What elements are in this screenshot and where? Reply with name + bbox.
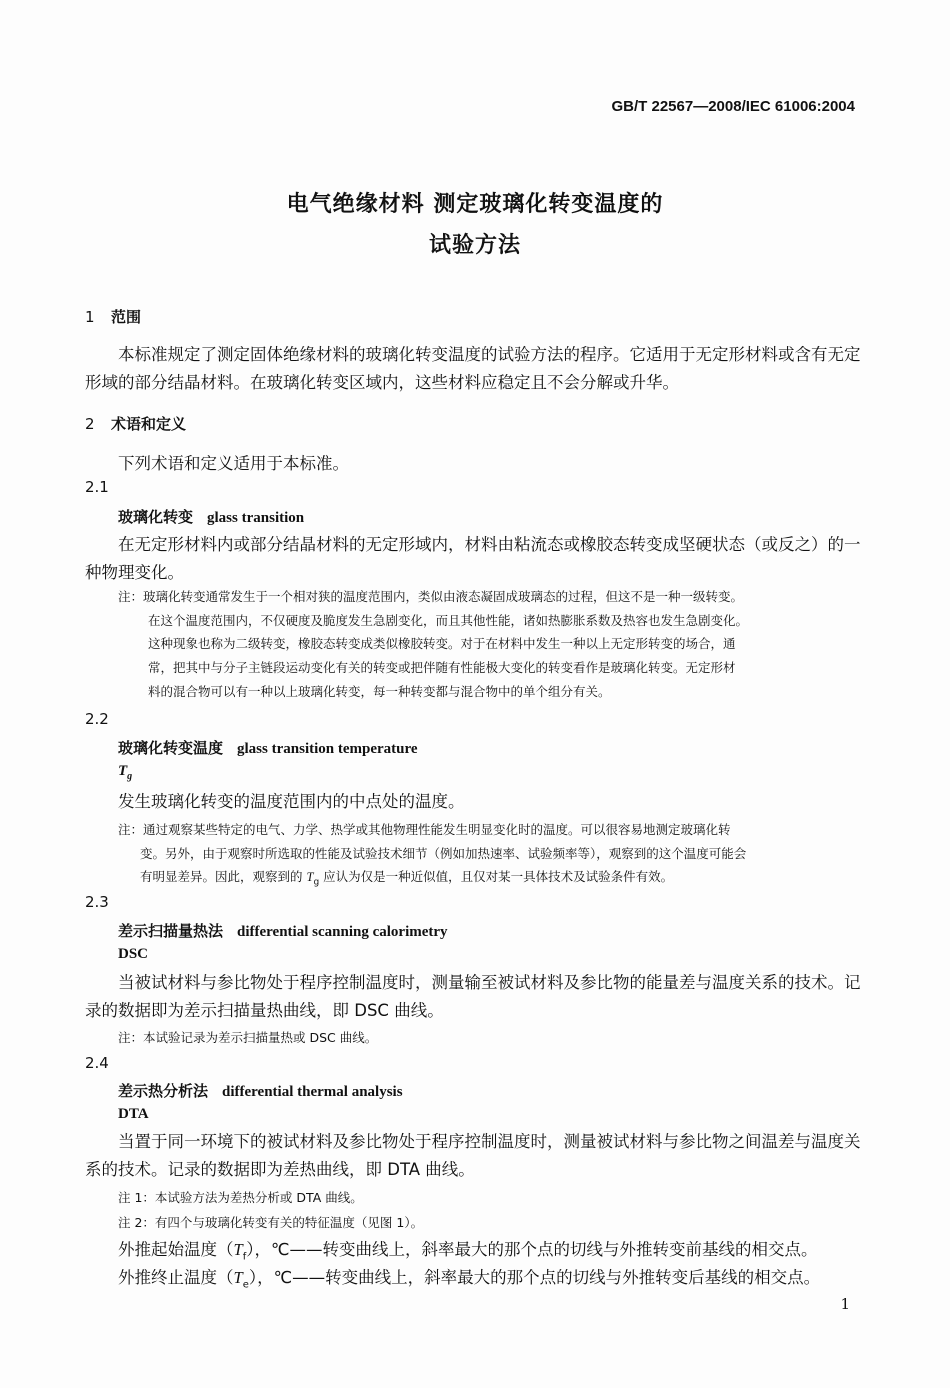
term-number: 2.2 [85,710,109,728]
note-line: 在这个温度范围内，不仅硬度及脆度发生急剧变化，而且其他性能，诸如热膨胀系数及热容也发生急剧变化。 [148,613,749,628]
term-abbreviation: DSC [118,946,149,962]
term-definition: 发生玻璃化转变的温度范围内的中点处的温度。 [118,792,465,811]
note-text: 应认为仅是一种近似值，且仅对某一具体技术及试验条件有效。 [319,869,674,884]
standard-number: GB/T 22567—2008/IEC 61006:2004 [611,98,855,115]
line-text: ），℃——转变曲线上，斜率最大的那个点的切线与外推转变后基线的相交点。 [248,1268,821,1287]
symbol-main: T [233,1240,243,1259]
line-text: ），℃——转变曲线上，斜率最大的那个点的切线与外推转变前基线的相交点。 [246,1240,818,1259]
symbol-subscript: g [313,877,320,888]
term-title [118,1080,403,1101]
term-title [118,920,448,941]
symbol-main: T [233,1268,243,1287]
note-text: 有明显差异。因此，观察到的 [140,869,307,884]
page-number: 1 [840,1295,850,1313]
note-line: 注 2：有四个与玻璃化转变有关的特征温度（见图 1）。 [118,1215,424,1230]
term-title [118,737,418,758]
term-definition: 当被试材料与参比物处于程序控制温度时，测量输至被试材料及参比物的能量差与温度关系的技术。记录的数据即为差示扫描量热曲线，即 DSC 曲线。 [85,973,861,1020]
symbol-subscript: f [242,1251,247,1263]
terms-intro: 下列术语和定义适用于本标准。 [118,454,349,473]
line-text: 外推终止温度（ [118,1268,234,1287]
line-text: 外推起始温度（ [118,1240,234,1259]
note-line: 注 1：本试验方法为差热分析或 DTA 曲线。 [118,1190,363,1205]
term-number: 2.3 [85,893,109,911]
note-line: 注：本试验记录为差示扫描量热或 DSC 曲线。 [118,1030,378,1045]
term-abbreviation: DTA [118,1106,149,1122]
section-heading-terms [85,413,186,434]
section-title: 术语和定义 [111,415,187,433]
term-title [118,506,304,527]
note-line: 这种现象也称为二级转变，橡胶态转变成类似橡胶转变。对于在材料中发生一种以上无定形转变的场合，通 [148,636,736,651]
scope-paragraph: 本标准规定了测定固体绝缘材料的玻璃化转变温度的试验方法的程序。它适用于无定形材料或含有无定形域的部分结晶材料。在玻璃化转变区域内，这些材料应稳定且不会分解或升华。 [85,345,861,392]
term-cn: 玻璃化转变温度 [118,739,224,757]
term-cn: 差示扫描量热法 [118,922,224,940]
note-line: 常，把其中与分子主链段运动变化有关的转变或把伴随有性能极大变化的转变看作是玻璃化转变。无定形材 [148,660,736,675]
term-en: differential thermal analysis [222,1084,403,1100]
term-cn: 玻璃化转变 [118,508,194,526]
symbol-subscript: e [242,1279,249,1291]
section-title: 范围 [111,308,142,326]
section-number: 1 [85,308,95,326]
definition-line-te [118,1264,820,1299]
term-number: 2.1 [85,478,109,496]
page-title-line2: 试验方法 [428,233,521,258]
note-line: 变。另外，由于观察时所选取的性能及试验技术细节（例如加热速率、试验频率等），观察到的这个温度可能会 [140,846,747,861]
section-number: 2 [85,415,95,433]
section-heading-scope [85,306,141,327]
term-number: 2.4 [85,1054,109,1072]
term-cn: 差示热分析法 [118,1082,209,1100]
term-en: glass transition [207,510,305,526]
symbol-subscript: g [127,771,133,782]
term-en: differential scanning calorimetry [237,924,448,940]
note-line [140,866,673,894]
symbol-main: T [118,763,128,779]
symbol-main: T [306,870,314,884]
note-line: 注：通过观察某些特定的电气、力学、热学或其他物理性能发生明显变化时的温度。可以很容易地测定玻璃化转 [118,822,731,837]
term-symbol [118,763,132,782]
term-en: glass transition temperature [237,741,418,757]
note-line: 料的混合物可以有一种以上玻璃化转变，每一种转变都与混合物中的单个组分有关。 [148,684,611,699]
page-title-line1: 电气绝缘材料 测定玻璃化转变温度的 [286,192,664,217]
term-definition: 在无定形材料内或部分结晶材料的无定形域内，材料由粘流态或橡胶态转变成坚硬状态（或反之）的一种物理变化。 [85,535,861,582]
note-line: 注：玻璃化转变通常发生于一个相对狭的温度范围内，类似由液态凝固成玻璃态的过程，但这不是一种一级转变。 [118,589,744,604]
term-definition: 当置于同一环境下的被试材料及参比物处于程序控制温度时，测量被试材料与参比物之间温差与温度关系的技术。记录的数据即为差热曲线，即 DTA 曲线。 [85,1132,861,1179]
